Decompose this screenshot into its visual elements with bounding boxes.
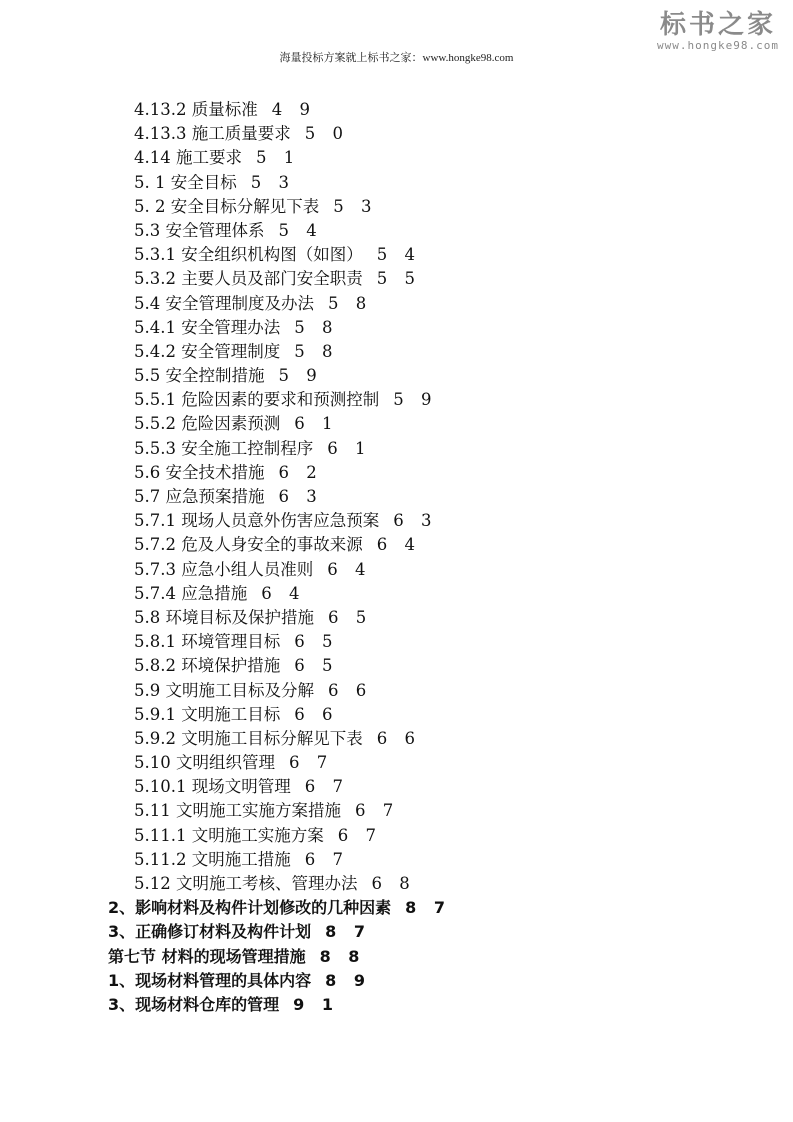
toc-entry-title: 3、现场材料仓库的管理 (108, 994, 280, 1014)
table-of-contents (0, 98, 793, 1017)
toc-entry-page-number: 6 7 (354, 801, 400, 821)
site-logo (648, 10, 788, 52)
toc-entry-title: 5.3 安全管理体系 (134, 220, 265, 240)
toc-entry-page-number: 5 8 (294, 341, 339, 361)
logo-url: www.hongke98.com (657, 39, 779, 52)
toc-entry (0, 388, 793, 412)
toc-entry (0, 582, 793, 606)
toc-entry (0, 896, 793, 920)
toc-entry-title: 第七节 材料的现场管理措施 (108, 946, 306, 966)
toc-entry-page-number: 6 6 (328, 680, 373, 700)
toc-entry-page-number: 5 3 (250, 172, 295, 192)
toc-entry-page-number: 6 5 (328, 607, 373, 627)
toc-entry-page-number: 5 8 (328, 293, 373, 313)
toc-entry (0, 824, 793, 848)
toc-entry (0, 703, 793, 727)
toc-entry (0, 412, 793, 436)
toc-entry-page-number: 9 1 (293, 994, 339, 1014)
toc-entry (0, 848, 793, 872)
toc-entry (0, 969, 793, 993)
toc-entry-title: 1、现场材料管理的具体内容 (108, 970, 312, 990)
toc-entry-page-number: 6 7 (304, 849, 349, 869)
toc-entry-title: 5.7 应急预案措施 (134, 487, 265, 506)
toc-entry-page-number: 6 6 (294, 704, 339, 724)
toc-entry-title: 5.5.1 危险因素的要求和预测控制 (134, 390, 380, 410)
toc-entry-page-number: 6 3 (278, 487, 323, 506)
toc-entry-title: 5.5 安全控制措施 (134, 366, 265, 386)
toc-entry-title: 5.3.1 安全组织机构图（如图） (134, 245, 363, 265)
toc-entry-page-number: 6 2 (278, 462, 323, 482)
toc-entry-page-number: 6 7 (337, 825, 382, 845)
toc-entry-title: 5.4.1 安全管理办法 (134, 317, 281, 337)
toc-entry-page-number: 5 0 (304, 124, 349, 144)
toc-entry-title: 5. 2 安全目标分解见下表 (134, 196, 320, 216)
toc-entry (0, 364, 793, 388)
toc-entry (0, 630, 793, 654)
toc-entry-title: 4.14 施工要求 (134, 148, 242, 168)
toc-entry (0, 219, 793, 243)
toc-entry-page-number: 6 5 (294, 632, 339, 652)
toc-entry (0, 654, 793, 678)
toc-entry-title: 5. 1 安全目标 (134, 172, 237, 192)
toc-entry-title: 5.4.2 安全管理制度 (134, 341, 281, 361)
toc-entry-page-number: 5 9 (278, 366, 323, 386)
toc-entry-title: 3、正确修订材料及构件计划 (108, 922, 312, 942)
toc-entry-page-number: 6 6 (376, 728, 421, 748)
toc-entry (0, 872, 793, 896)
toc-entry (0, 316, 793, 340)
toc-entry-page-number: 6 4 (376, 535, 421, 555)
toc-entry (0, 340, 793, 364)
toc-entry (0, 146, 793, 170)
toc-entry-page-number: 6 3 (393, 511, 438, 531)
toc-entry (0, 122, 793, 146)
toc-entry-page-number: 5 4 (376, 245, 421, 265)
toc-entry-title: 5.7.1 现场人员意外伤害应急预案 (134, 511, 380, 531)
toc-entry (0, 945, 793, 969)
toc-entry-page-number: 6 4 (327, 559, 372, 579)
toc-entry (0, 195, 793, 219)
toc-entry-page-number: 6 8 (371, 874, 416, 893)
toc-entry-title: 4.13.3 施工质量要求 (134, 124, 291, 144)
toc-entry-page-number: 8 7 (405, 898, 451, 918)
toc-entry-title: 5.10 文明组织管理 (134, 753, 275, 773)
toc-entry-page-number: 8 9 (325, 970, 371, 990)
toc-entry (0, 533, 793, 557)
toc-entry-title: 5.11.2 文明施工措施 (134, 849, 291, 869)
toc-entry-title: 5.8.2 环境保护措施 (134, 656, 281, 676)
toc-entry-title: 5.7.3 应急小组人员准则 (134, 559, 314, 579)
toc-entry (0, 679, 793, 703)
toc-entry (0, 437, 793, 461)
toc-entry-title: 5.9.1 文明施工目标 (134, 704, 281, 724)
toc-entry (0, 267, 793, 291)
toc-entry-title: 2、影响材料及构件计划修改的几种因素 (108, 898, 392, 918)
toc-entry (0, 799, 793, 823)
toc-entry-page-number: 6 1 (327, 438, 372, 458)
toc-entry (0, 292, 793, 316)
toc-entry (0, 461, 793, 485)
toc-entry-title: 5.3.2 主要人员及部门安全职责 (134, 269, 363, 289)
toc-entry-page-number: 6 5 (294, 656, 339, 676)
toc-entry (0, 727, 793, 751)
toc-entry (0, 920, 793, 944)
toc-entry-page-number: 6 1 (294, 414, 339, 434)
toc-entry-title: 5.11 文明施工实施方案措施 (134, 801, 341, 821)
toc-entry-title: 5.9 文明施工目标及分解 (134, 680, 314, 700)
toc-entry-page-number: 6 7 (288, 753, 334, 773)
toc-entry (0, 558, 793, 582)
toc-entry-title: 5.10.1 现场文明管理 (134, 777, 291, 797)
toc-entry-title: 5.7.4 应急措施 (134, 583, 248, 603)
toc-entry-title: 5.12 文明施工考核、管理办法 (134, 874, 358, 893)
toc-entry (0, 509, 793, 533)
toc-entry-page-number: 6 7 (304, 777, 349, 797)
toc-entry-title: 5.8.1 环境管理目标 (134, 632, 281, 652)
toc-entry-title: 5.5.3 安全施工控制程序 (134, 438, 314, 458)
toc-entry-title: 5.9.2 文明施工目标分解见下表 (134, 728, 363, 748)
toc-entry-page-number: 8 8 (319, 946, 366, 966)
toc-entry (0, 993, 793, 1017)
logo-title: 标书之家 (659, 10, 776, 40)
toc-entry (0, 171, 793, 195)
toc-entry-page-number: 5 8 (294, 317, 339, 337)
toc-entry (0, 775, 793, 799)
toc-entry-title: 5.6 安全技术措施 (134, 462, 265, 482)
toc-entry (0, 98, 793, 122)
toc-entry-page-number: 5 9 (393, 390, 438, 410)
toc-entry (0, 751, 793, 775)
toc-entry-page-number: 6 4 (261, 583, 306, 603)
toc-entry (0, 606, 793, 630)
toc-entry-page-number: 5 5 (376, 269, 421, 289)
toc-entry-title: 5.8 环境目标及保护措施 (134, 607, 314, 627)
toc-entry-page-number: 5 1 (255, 148, 301, 168)
toc-entry-page-number: 4 9 (271, 100, 316, 119)
toc-entry (0, 243, 793, 267)
toc-entry-title: 5.5.2 危险因素预测 (134, 414, 281, 434)
toc-entry-title: 5.11.1 文明施工实施方案 (134, 825, 324, 845)
toc-entry-title: 5.4 安全管理制度及办法 (134, 293, 314, 313)
toc-entry-title: 5.7.2 危及人身安全的事故来源 (134, 535, 363, 555)
toc-entry-title: 4.13.2 质量标准 (134, 100, 258, 119)
toc-entry-page-number: 5 4 (278, 220, 323, 240)
header-note: 海量投标方案就上标书之家：www.hongke98.com (279, 52, 514, 64)
toc-entry (0, 485, 793, 509)
toc-entry-page-number: 8 7 (325, 922, 371, 942)
toc-entry-page-number: 5 3 (333, 196, 378, 216)
